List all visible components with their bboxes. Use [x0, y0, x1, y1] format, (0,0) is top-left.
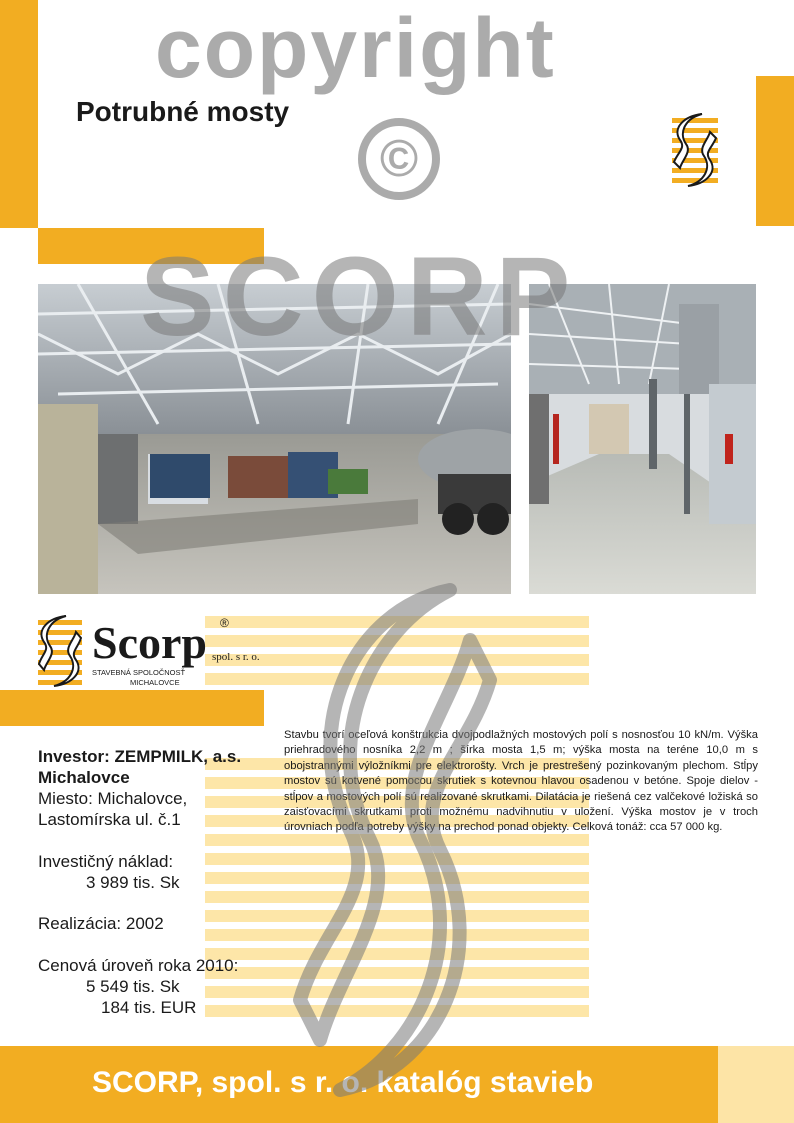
- investor-line1: Investor: ZEMPMILK, a.s.: [38, 747, 242, 766]
- project-description: Stavbu tvorí oceľová konštrukcia dvojpodlažných mostových polí s nosnosťou 10 kN/m. Výška priehradového nosníka 2,2 m ; šírka mosta 1,5 m; výška mosta na teréne 10,0 m s obojstrannými výložníkmi pre elektrorošty. Vrch je prestrešený pozinkovaným plechom. Stĺpy mostov sú kotvené pomocou skrutiek s kotevnou hlavou osadenou v betóne. Spoje dielov - stĺpov a mostových polí sú realizované skrutkami. Dilatácia je riešená cez valčekové ložiská so zaisťovacími skrutkami proti možnému nadvihnutiu v uložení. Výška mostov je v troch úrovniach podľa potreby výšky na prechod ponad objekty. Celková tonáž: cca 57 000 kg.: [284, 729, 758, 834]
- logo-suffix: spol. s r. o.: [212, 651, 260, 663]
- watermark-scorp-emblem-icon: [280, 570, 500, 1110]
- right-orange-bar: [756, 76, 794, 226]
- logo-subtitle-line1: STAVEBNÁ SPOLOČNOSŤ: [92, 668, 186, 677]
- watermark-brand: SCORP: [140, 234, 579, 359]
- location-line1: Miesto: Michalovce,: [38, 789, 188, 808]
- footer-title: SCORP, spol. s r. o. katalóg stavieb: [92, 1066, 594, 1099]
- price-sk: 5 549 tis. Sk: [86, 977, 180, 996]
- orange-band-mid: [0, 690, 264, 726]
- page-title: Potrubné mosty: [76, 96, 290, 127]
- cost-value: 3 989 tis. Sk: [86, 873, 180, 892]
- logo-wordmark: Scorp: [92, 617, 207, 668]
- cost-label: Investičný náklad:: [38, 852, 174, 871]
- left-orange-bar: [0, 0, 38, 228]
- footer-corner: [718, 1046, 794, 1123]
- price-eur: 184 tis. EUR: [101, 998, 197, 1017]
- location-line2: Lastomírska ul. č.1: [38, 810, 181, 829]
- watermark-copyright: copyright: [155, 1, 556, 95]
- logo-subtitle-line2: MICHALOVCE: [130, 678, 180, 687]
- investor-line2: Michalovce: [38, 768, 130, 787]
- scorp-emblem-icon: [672, 112, 718, 188]
- watermark-copyright-symbol: ©: [358, 118, 440, 200]
- logo-registered-mark: ®: [220, 616, 229, 630]
- price-label: Cenová úroveň roka 2010:: [38, 956, 239, 975]
- realization: Realizácia: 2002: [38, 914, 164, 933]
- scorp-logo-emblem-icon: [38, 614, 82, 688]
